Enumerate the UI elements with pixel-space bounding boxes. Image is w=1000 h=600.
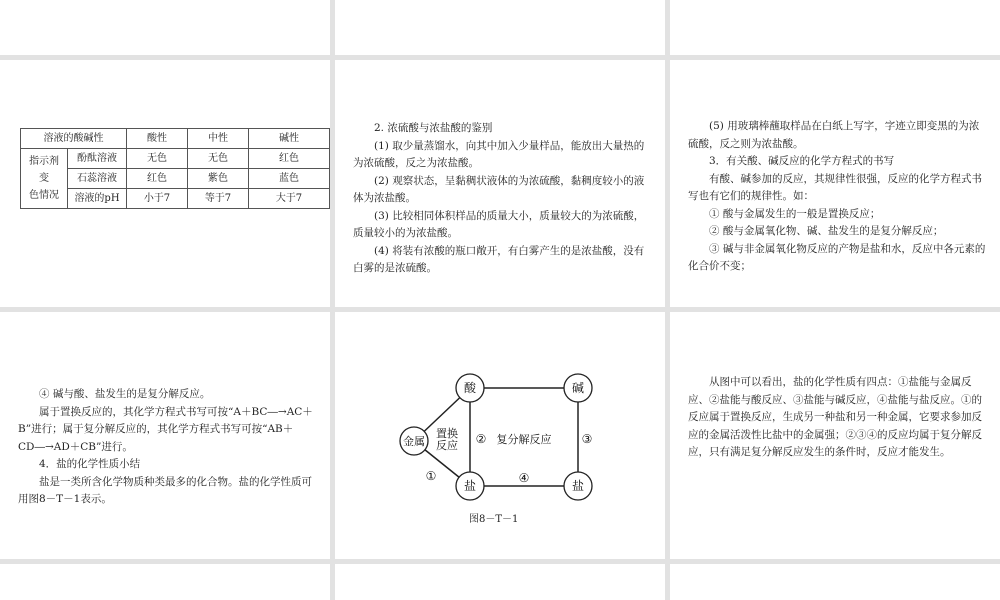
figure-caption: 图8－T－1 bbox=[469, 514, 519, 525]
table-header-cell: 碱性 bbox=[249, 129, 330, 149]
section-heading: 4．盐的化学性质小结 bbox=[39, 458, 141, 470]
table-cell: 蓝色 bbox=[249, 169, 330, 189]
slide-top-left bbox=[0, 0, 330, 55]
paragraph: ① 酸与金属发生的一般是置换反应； bbox=[709, 207, 881, 220]
table-cell: 紫色 bbox=[188, 169, 249, 189]
paragraph: (5) 用玻璃棒蘸取样品在白纸上写字，字迹立即变黑的为浓硫酸，反之则为浓盐酸。 bbox=[688, 120, 980, 150]
node-base: 碱 bbox=[571, 381, 585, 395]
row-group-label-line: 指示剂 bbox=[29, 156, 59, 167]
paragraph: ③ 碱与非金属氧化物反应的产物是盐和水，反应中各元素的化合价不变； bbox=[688, 242, 986, 272]
table-cell: 红色 bbox=[249, 149, 330, 169]
paragraph: (2) 观察状态，呈黏稠状液体的为浓硫酸，黏稠度较小的液体为浓盐酸。 bbox=[353, 174, 645, 204]
table-header-cell: 中性 bbox=[188, 129, 249, 149]
table-cell: 大于7 bbox=[249, 189, 330, 209]
row-group-label bbox=[21, 149, 68, 209]
section-heading: 3．有关酸、碱反应的化学方程式的书写 bbox=[709, 155, 895, 167]
paragraph: 从图中可以看出，盐的化学性质有四点：①盐能与金属反应、②盐能与酸反应、③盐能与碱反应，④盐能与盐反应。①的反应属于置换反应，生成另一种盐和另一种金属，它要求参加反应的金属活泼性比盐中的金属强；②③④的反应均属于复分解反应，只有满足复分解反应发生的条件时，反应才能发生。 bbox=[688, 376, 982, 458]
paragraph: 有酸、碱参加的反应，其规律性很强，反应的化学方程式书写也有它们的规律性。如： bbox=[688, 172, 982, 202]
table-row bbox=[21, 149, 330, 169]
slide-top-middle bbox=[335, 0, 665, 55]
node-salt-right: 盐 bbox=[571, 479, 585, 493]
node-acid: 酸 bbox=[463, 381, 477, 395]
paragraph: 属于置换反应的，其化学方程式书写可按“A＋BC―→AC＋B”进行；属于复分解反应的，其化学方程式书写可按“AB＋CD―→AD＋CB”进行。 bbox=[18, 405, 313, 453]
slide-bottom-middle bbox=[335, 564, 665, 600]
table-header-cell: 溶液的酸碱性 bbox=[21, 129, 127, 149]
paragraph: 盐是一类所含化学物质种类最多的化合物。盐的化学性质可用图8－T－1表示。 bbox=[18, 475, 312, 505]
label-n1: ① bbox=[425, 469, 437, 483]
paragraph: (4) 将装有浓酸的瓶口敞开，有白雾产生的是浓盐酸，没有白雾的是浓硫酸。 bbox=[353, 244, 645, 274]
slide-indicator-table bbox=[0, 60, 330, 307]
label-double-decomposition: 复分解反应 bbox=[496, 433, 552, 446]
paragraph: (1) 取少量蒸馏水，向其中加入少量样品，能放出大量热的为浓硫酸，反之为浓盐酸。 bbox=[353, 139, 645, 169]
table-cell: 等于7 bbox=[188, 189, 249, 209]
slide-text bbox=[18, 386, 318, 509]
slide-bottom-left bbox=[0, 564, 330, 600]
slide-salt-explanation bbox=[670, 312, 1000, 559]
table-cell: 无色 bbox=[127, 149, 188, 169]
table-header-cell: 酸性 bbox=[127, 129, 188, 149]
table-cell: 石蕊溶液 bbox=[68, 169, 127, 189]
slide-equation-rules bbox=[670, 60, 1000, 307]
slide-text bbox=[353, 120, 651, 278]
slide-salt-summary bbox=[0, 312, 330, 559]
paragraph: ④ 碱与酸、盐发生的是复分解反应。 bbox=[39, 388, 211, 400]
table-cell: 溶液的pH bbox=[68, 189, 127, 209]
table-cell: 无色 bbox=[188, 149, 249, 169]
table-header-row bbox=[21, 129, 330, 149]
table-cell: 小于7 bbox=[127, 189, 188, 209]
table-cell: 酚酞溶液 bbox=[68, 149, 127, 169]
table-row bbox=[21, 189, 330, 209]
slide-acid-identification bbox=[335, 60, 665, 307]
section-heading: 2. 浓硫酸与浓盐酸的鉴别 bbox=[374, 122, 493, 134]
slide-text bbox=[688, 118, 988, 276]
indicator-table bbox=[20, 128, 330, 209]
node-salt-left: 盐 bbox=[463, 479, 477, 493]
row-group-label-line: 色情况 bbox=[29, 190, 59, 201]
paragraph: ② 酸与金属氧化物、碱、盐发生的是复分解反应； bbox=[709, 225, 944, 237]
slide-salt-diagram bbox=[335, 312, 665, 559]
table-cell: 红色 bbox=[127, 169, 188, 189]
table-row bbox=[21, 169, 330, 189]
slide-top-right bbox=[670, 0, 1000, 55]
label-displacement: 置换 bbox=[436, 427, 458, 440]
row-group-label-line: 变 bbox=[39, 173, 49, 184]
label-n3: ③ bbox=[581, 432, 593, 446]
node-metal: 金属 bbox=[403, 435, 425, 448]
label-displacement: 反应 bbox=[436, 439, 458, 452]
paragraph: (3) 比较相同体积样品的质量大小，质量较大的为浓硫酸，质量较小的为浓盐酸。 bbox=[353, 209, 645, 239]
label-n4: ④ bbox=[518, 471, 530, 485]
slide-text bbox=[688, 374, 990, 462]
slide-bottom-right bbox=[670, 564, 1000, 600]
label-n2: ② bbox=[475, 432, 487, 446]
